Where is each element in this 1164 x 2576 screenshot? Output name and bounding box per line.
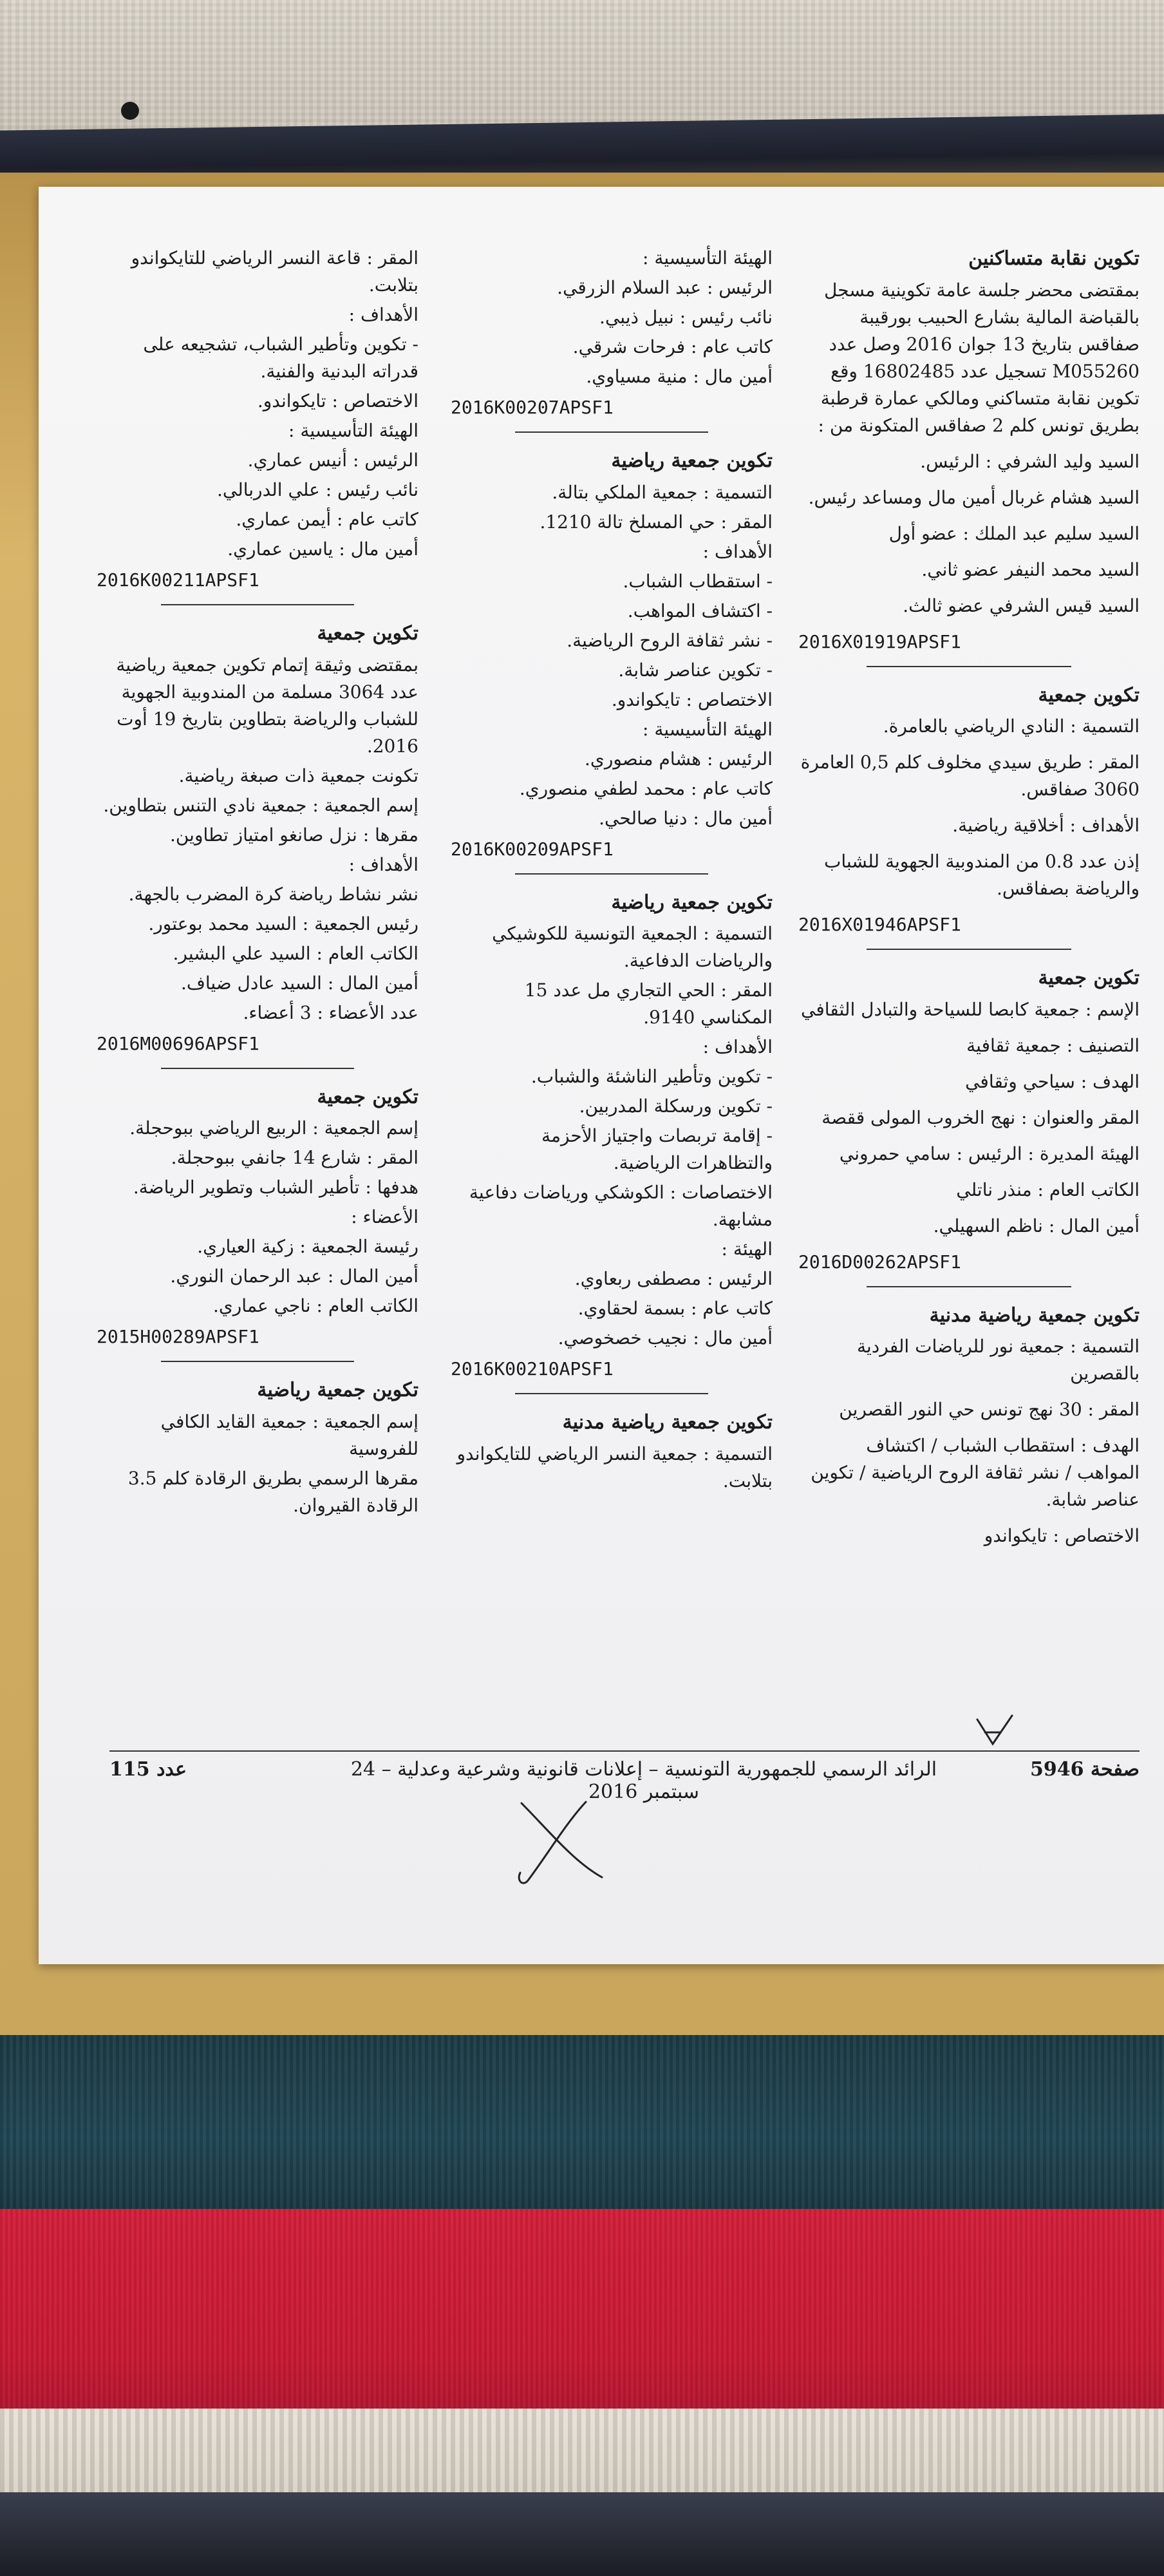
goal-item: - تكوين عناصر شابة. [618, 659, 773, 681]
gazette-page [39, 187, 1164, 1964]
board-president: الرئيس : مصطفى ربعاوي. [574, 1268, 773, 1289]
goal-item: نشر نشاط رياضة كرة المضرب بالجهة. [128, 883, 418, 905]
board-president: الهيئة المديرة : الرئيس : سامي حمروني [839, 1142, 1140, 1164]
column-middle [451, 245, 773, 1497]
reference-code: 2016K00209APSF1 [451, 838, 614, 860]
board-treasurer: أمين المال : عبد الرحمان النوري. [170, 1265, 418, 1287]
reference-code: 2016M00696APSF1 [97, 1032, 259, 1054]
section-title: تكوين نقابة متساكنين [968, 247, 1140, 270]
section-title: تكوين جمعية [1038, 683, 1140, 706]
board-secretary: الكاتب العام : السيد علي البشير. [173, 942, 418, 964]
reference-code: 2016K00207APSF1 [451, 397, 614, 418]
association-specialty: الاختصاص : تايكواندو [984, 1525, 1140, 1546]
board-secretary: الكاتب العام : منذر ناتلي [956, 1179, 1140, 1200]
board-treasurer: أمين مال : دنيا صالحي. [599, 807, 773, 829]
board-treasurer: أمين المال : ناظم السهيلي. [933, 1215, 1140, 1236]
goals-header: الأهداف : [348, 853, 418, 875]
board-vice-president: نائب رئيس : نبيل ذيبي. [599, 307, 773, 328]
goals-header: الأهداف : [702, 1036, 773, 1057]
association-hq: المقر : شارع 14 جانفي ببوحجلة. [171, 1147, 418, 1168]
reference-code: 2015H00289APSF1 [97, 1326, 259, 1347]
member-line: السيد قيس الشرفي عضو ثالث. [903, 594, 1140, 616]
section-title: تكوين جمعية [1038, 967, 1140, 989]
reference-code: 2016X01946APSF1 [798, 914, 961, 935]
association-goal: الهدف : سياحي وثقافي [965, 1070, 1140, 1092]
association-hq: المقر : الحي التجاري مل عدد 15 المكناسي 9140. [524, 980, 773, 1028]
pen-checkmark-icon [972, 1713, 1017, 1752]
association-name: الإسم : جمعية كابصا للسياحة والتبادل الثقافي [801, 998, 1140, 1020]
association-name: التسمية : جمعية نور للرياضات الفردية بالقصرين [856, 1336, 1140, 1384]
page-footer [109, 1758, 1140, 1803]
board-president: رئيسة الجمعية : زكية العياري. [197, 1236, 418, 1257]
fabric-red-band [0, 2209, 1164, 2421]
page-number: صفحة 5946 [1029, 1758, 1140, 1781]
member-count: عدد الأعضاء : 3 أعضاء. [243, 1001, 418, 1023]
member-line: السيد محمد النيفر عضو ثاني. [921, 558, 1140, 580]
association-name: التسمية : جمعية الملكي بتالة. [552, 481, 773, 503]
section-divider [867, 949, 1071, 950]
board-president: الرئيس : أنيس عماري. [247, 450, 418, 471]
association-hq: مقرها : نزل صانغو امتياز تطاوين. [169, 824, 418, 846]
goal-item: - تكوين ورسكلة المدربين. [579, 1095, 773, 1117]
association-class: التصنيف : جمعية ثقافية [966, 1034, 1140, 1056]
section-title: تكوين جمعية رياضية مدنية [929, 1303, 1140, 1327]
section-body: بمقتضى محضر جلسة عامة تكوينية مسجل بالقباضة المالية بشارع الحبيب بورقيبة صفاقس بتاريخ 13 جوان 2016 وصل عدد M055260 تسجيل عدد 16802485 وقع تكوين نقابة متساكني ومالكي عمارة قرطبة بطريق تونس كلم 2 صفاقس المتكونة من : [818, 279, 1140, 436]
board-vice-president: نائب رئيس : علي الدربالي. [216, 479, 418, 500]
association-specialty: الاختصاصات : الكوشكي ورياضات دفاعية مشابهة. [469, 1182, 773, 1230]
association-formed: تكونت جمعية ذات صبغة رياضية. [178, 764, 418, 786]
association-specialty: الاختصاص : تايكواندو. [257, 390, 418, 412]
section-title: تكوين جمعية رياضية [257, 1379, 418, 1401]
section-divider [161, 604, 354, 605]
issue-number: عدد 115 [109, 1758, 187, 1781]
section-title: تكوين جمعية رياضية مدنية [562, 1411, 773, 1434]
reference-code: 2016K00210APSF1 [451, 1358, 614, 1379]
member-line: السيد وليد الشرفي : الرئيس. [920, 450, 1140, 472]
board-secretary: كاتب عام : بسمة لحقاوي. [577, 1298, 773, 1319]
association-goal: الهدف : استقطاب الشباب / اكتشاف المواهب / نشر ثقافة الروح الرياضية / تكوين عناصر شابة. [811, 1435, 1140, 1510]
board-header: الهيئة التأسيسية : [642, 247, 773, 269]
reference-code: 2016X01919APSF1 [798, 630, 961, 652]
association-goals: الأهداف : أخلاقية رياضية. [952, 815, 1140, 836]
goals-header: الأهداف : [348, 304, 418, 325]
association-name: التسمية : جمعية النسر الرياضي للتايكواندو بتلابت. [456, 1443, 773, 1492]
section-divider [161, 1361, 354, 1362]
journal-title: الرائد الرسمي للجمهورية التونسية – إعلانات قانونية وشرعية وعدلية – 24 سبتمبر 2016 [350, 1758, 937, 1803]
pen-cross-mark-icon [509, 1790, 612, 1887]
association-specialty: الاختصاص : تايكواندو. [611, 688, 773, 710]
goal-item: - تكوين وتأطير الناشئة والشباب. [530, 1066, 773, 1087]
association-goal: هدفها : تأطير الشباب وتطوير الرياضة. [133, 1177, 418, 1198]
association-name: التسمية : الجمعية التونسية للكوشيكي والرياضات الدفاعية. [492, 923, 773, 971]
fabric-hole [121, 102, 139, 120]
column-right [798, 245, 1140, 1558]
section-divider [867, 666, 1071, 667]
section-divider [161, 1068, 354, 1069]
association-hq: المقر : 30 نهج تونس حي النور القصرين [839, 1399, 1140, 1420]
fabric-fringe [0, 2409, 1164, 2499]
section-divider [515, 873, 708, 875]
board-president: رئيس الجمعية : السيد محمد بوعتور. [148, 913, 418, 934]
association-hq: المقر : قاعة النسر الرياضي للتايكواندو بتلابت. [131, 247, 418, 296]
board-secretary: الكاتب العام : ناجي عماري. [212, 1295, 418, 1316]
board-treasurer: أمين المال : السيد عادل ضياف. [180, 972, 418, 994]
association-hq: المقر : طريق سيدي مخلوف كلم 0,5 العامرة 3060 صفاقس. [800, 752, 1140, 800]
section-title: تكوين جمعية رياضية [611, 450, 773, 472]
reference-code: 2016D00262APSF1 [798, 1251, 961, 1273]
goal-item: - تكوين وتأطير الشباب، تشجيعه على قدراته البدنية والفنية. [143, 334, 418, 382]
fabric-dark-band [0, 2492, 1164, 2576]
section-title: تكوين جمعية رياضية [611, 891, 773, 914]
association-name: إسم الجمعية : الربيع الرياضي ببوحجلة. [129, 1117, 418, 1139]
member-line: السيد هشام غربال أمين مال ومساعد رئيس. [808, 486, 1140, 508]
association-hq: المقر : حي المسلخ تالة 1210. [540, 511, 773, 533]
association-hq: المقر والعنوان : نهج الخروب المولى ققصة [821, 1106, 1140, 1128]
association-permit: إذن عدد 0.8 من المندوبية الجهوية للشباب والرياضة بصفاقس. [823, 851, 1140, 899]
board-treasurer: أمين مال : نجيب خصخوصي. [558, 1327, 773, 1349]
board-secretary: كاتب عام : محمد لطفي منصوري. [519, 777, 773, 799]
section-divider [515, 1393, 708, 1394]
member-line: السيد سليم عبد الملك : عضو أول [888, 522, 1140, 544]
board-header: الهيئة التأسيسية : [642, 718, 773, 740]
section-divider [867, 1286, 1071, 1287]
board-secretary: كاتب عام : أيمن عماري. [236, 509, 418, 530]
members-header: الأعضاء : [351, 1206, 418, 1227]
goal-item: - استقطاب الشباب. [623, 570, 773, 592]
goal-item: - إقامة تربصات واجتياز الأحزمة والتظاهرات الرياضية. [541, 1125, 773, 1173]
reference-code: 2016K00211APSF1 [97, 569, 259, 591]
association-name: إسم الجمعية : جمعية نادي التنس بتطاوين. [103, 794, 418, 816]
board-header: الهيئة التأسيسية : [288, 420, 418, 441]
section-title: تكوين جمعية [317, 622, 418, 645]
goal-item: - نشر ثقافة الروح الرياضية. [567, 629, 773, 651]
association-name: التسمية : النادي الرياضي بالعامرة. [883, 715, 1140, 737]
board-secretary: كاتب عام : فرحات شرقي. [572, 336, 773, 357]
board-treasurer: أمين مال : منية مسياوي. [586, 366, 773, 387]
board-president: الرئيس : عبد السلام الزرقي. [557, 277, 773, 298]
goal-item: - اكتشاف المواهب. [627, 600, 773, 621]
association-name: إسم الجمعية : جمعية القايد الكافي للفروسية [160, 1410, 418, 1459]
goals-header: الأهداف : [702, 540, 773, 562]
section-divider [515, 431, 708, 433]
section-body: بمقتضى وثيقة إتمام تكوين جمعية رياضية عدد 3064 مسلمة من المندوبية الجهوية للشباب والرياضة بتطاوين بتاريخ 19 أوت 2016. [116, 654, 418, 757]
board-president: الرئيس : هشام منصوري. [585, 748, 773, 770]
board-header: الهيئة : [721, 1238, 773, 1260]
section-title: تكوين جمعية [317, 1085, 418, 1108]
column-left [97, 245, 418, 1522]
board-treasurer: أمين مال : ياسين عماري. [227, 538, 418, 560]
association-hq: مقرها الرسمي بطريق الرقادة كلم 3.5 الرقادة القيروان. [127, 1467, 418, 1516]
